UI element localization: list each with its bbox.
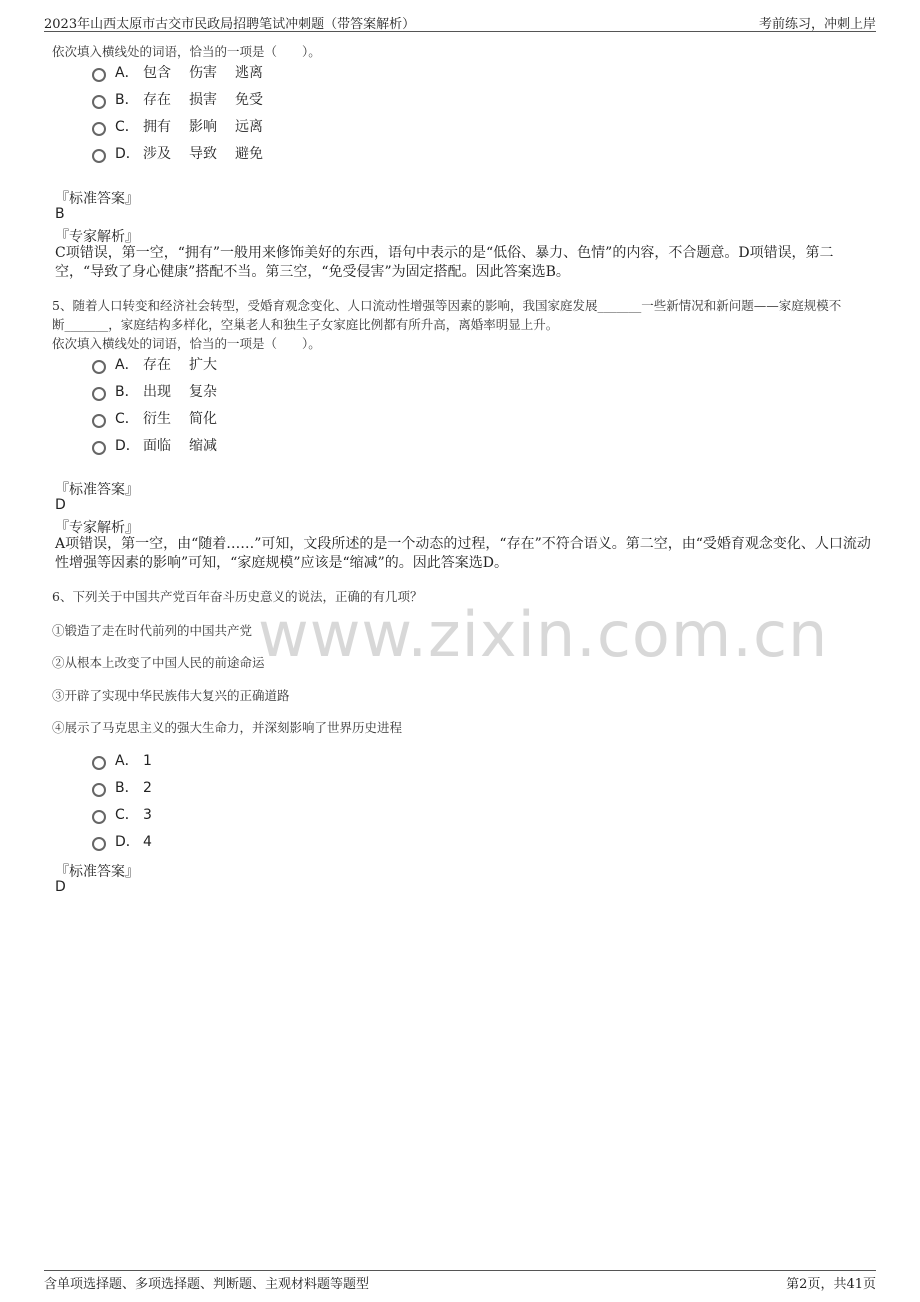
radio-icon[interactable] <box>92 149 106 163</box>
radio-icon[interactable] <box>92 387 106 401</box>
q4-option-c[interactable] <box>92 117 281 137</box>
option-letter: A． <box>115 65 139 81</box>
page-number: 第2页，共41页 <box>786 1277 876 1292</box>
q4-option-a[interactable] <box>92 63 281 83</box>
option-letter: D． <box>115 438 140 454</box>
option-letter: B． <box>115 780 139 796</box>
option-letter: A． <box>115 357 139 373</box>
watermark: www.zixin.com.cn <box>258 598 829 671</box>
option-word: 包含 <box>143 65 171 81</box>
option-word: 远离 <box>235 119 263 135</box>
page-footer <box>44 1270 876 1291</box>
q6-statement-3: ③开辟了实现中华民族伟大复兴的正确道路 <box>52 688 290 703</box>
option-word: 导致 <box>189 146 217 162</box>
q6-stem: 6、下列关于中国共产党百年奋斗历史意义的说法，正确的有几项？ <box>52 589 423 604</box>
option-letter: A． <box>115 753 139 769</box>
option-word: 简化 <box>189 411 217 427</box>
q6-option-d[interactable] <box>92 832 170 852</box>
q5-analysis-label: 『专家解析』 <box>55 520 139 536</box>
radio-icon[interactable] <box>92 756 106 770</box>
option-letter: C． <box>115 807 139 823</box>
option-word: 4 <box>143 834 152 850</box>
radio-icon[interactable] <box>92 441 106 455</box>
q5-option-d[interactable] <box>92 436 235 456</box>
q6-statement-2: ②从根本上改变了中国人民的前途命运 <box>52 655 265 670</box>
q4-analysis: C项错误，第一空，“拥有”一般用来修饰美好的东西，语句中表示的是“低俗、暴力、色情”的内容，不合题意。D项错误，第二空，“导致了身心健康”搭配不当。第三空，“免受侵害”为固定搭配。因此答案选B。 <box>55 245 834 280</box>
q5-option-b[interactable] <box>92 382 235 402</box>
q5-stem-line1: 5、随着人口转变和经济社会转型，受婚育观念变化、人口流动性增强等因素的影响，我国家庭发展_______一些新情况和新问题——家庭规模不 <box>52 298 842 313</box>
q4-analysis-label: 『专家解析』 <box>55 229 139 245</box>
option-letter: C． <box>115 411 139 427</box>
option-word: 1 <box>143 753 152 769</box>
q6-option-b[interactable] <box>92 778 170 798</box>
header-tagline: 考前练习，冲刺上岸 <box>758 17 876 32</box>
q5-option-c[interactable] <box>92 409 235 429</box>
q5-prompt: 依次填入横线处的词语，恰当的一项是（ ）。 <box>52 336 321 351</box>
option-word: 衍生 <box>143 411 171 427</box>
option-word: 2 <box>143 780 152 796</box>
q6-option-c[interactable] <box>92 805 170 825</box>
option-word: 逃离 <box>235 65 263 81</box>
q5-option-a[interactable] <box>92 355 235 375</box>
q4-option-b[interactable] <box>92 90 281 110</box>
option-word: 存在 <box>143 357 171 373</box>
q4-option-d[interactable] <box>92 144 281 164</box>
option-letter: B． <box>115 384 139 400</box>
q5-stem-line2: 断_______，家庭结构多样化，空巢老人和独生子女家庭比例都有所升高，离婚率明显上升。 <box>52 317 559 332</box>
page-header <box>44 13 876 32</box>
option-word: 存在 <box>143 92 171 108</box>
option-word: 扩大 <box>189 357 217 373</box>
q6-statement-4: ④展示了马克思主义的强大生命力，并深刻影响了世界历史进程 <box>52 720 403 735</box>
q6-answer: D <box>55 879 66 895</box>
option-word: 拥有 <box>143 119 171 135</box>
option-word: 涉及 <box>143 146 171 162</box>
option-word: 缩减 <box>189 438 217 454</box>
radio-icon[interactable] <box>92 122 106 136</box>
option-letter: D． <box>115 834 140 850</box>
option-letter: C． <box>115 119 139 135</box>
q5-analysis: A项错误，第一空，由“随着……”可知，文段所述的是一个动态的过程，“存在”不符合语义。第二空，由“受婚育观念变化、人口流动性增强等因素的影响”可知，“家庭规模”应该是“缩减”的。因此答案选D。 <box>55 536 871 571</box>
radio-icon[interactable] <box>92 414 106 428</box>
option-word: 损害 <box>189 92 217 108</box>
q4-prompt: 依次填入横线处的词语，恰当的一项是（ ）。 <box>52 44 321 59</box>
option-word: 伤害 <box>189 65 217 81</box>
option-word: 复杂 <box>189 384 217 400</box>
q6-option-a[interactable] <box>92 751 170 771</box>
option-letter: B． <box>115 92 139 108</box>
radio-icon[interactable] <box>92 837 106 851</box>
q6-statement-1: ①锻造了走在时代前列的中国共产党 <box>52 623 253 638</box>
q5-answer-label: 『标准答案』 <box>55 482 139 498</box>
radio-icon[interactable] <box>92 810 106 824</box>
option-word: 出现 <box>143 384 171 400</box>
footer-question-types: 含单项选择题、多项选择题、判断题、主观材料题等题型 <box>44 1277 370 1292</box>
option-letter: D． <box>115 146 140 162</box>
radio-icon[interactable] <box>92 95 106 109</box>
radio-icon[interactable] <box>92 68 106 82</box>
q4-answer: B <box>55 206 65 222</box>
radio-icon[interactable] <box>92 360 106 374</box>
document-title: 2023年山西太原市古交市民政局招聘笔试冲刺题（带答案解析） <box>44 17 416 32</box>
option-word: 3 <box>143 807 152 823</box>
option-word: 影响 <box>189 119 217 135</box>
option-word: 面临 <box>143 438 171 454</box>
q4-answer-label: 『标准答案』 <box>55 191 139 207</box>
option-word: 免受 <box>235 92 263 108</box>
option-word: 避免 <box>235 146 263 162</box>
q6-answer-label: 『标准答案』 <box>55 864 139 880</box>
radio-icon[interactable] <box>92 783 106 797</box>
q5-answer: D <box>55 497 66 513</box>
